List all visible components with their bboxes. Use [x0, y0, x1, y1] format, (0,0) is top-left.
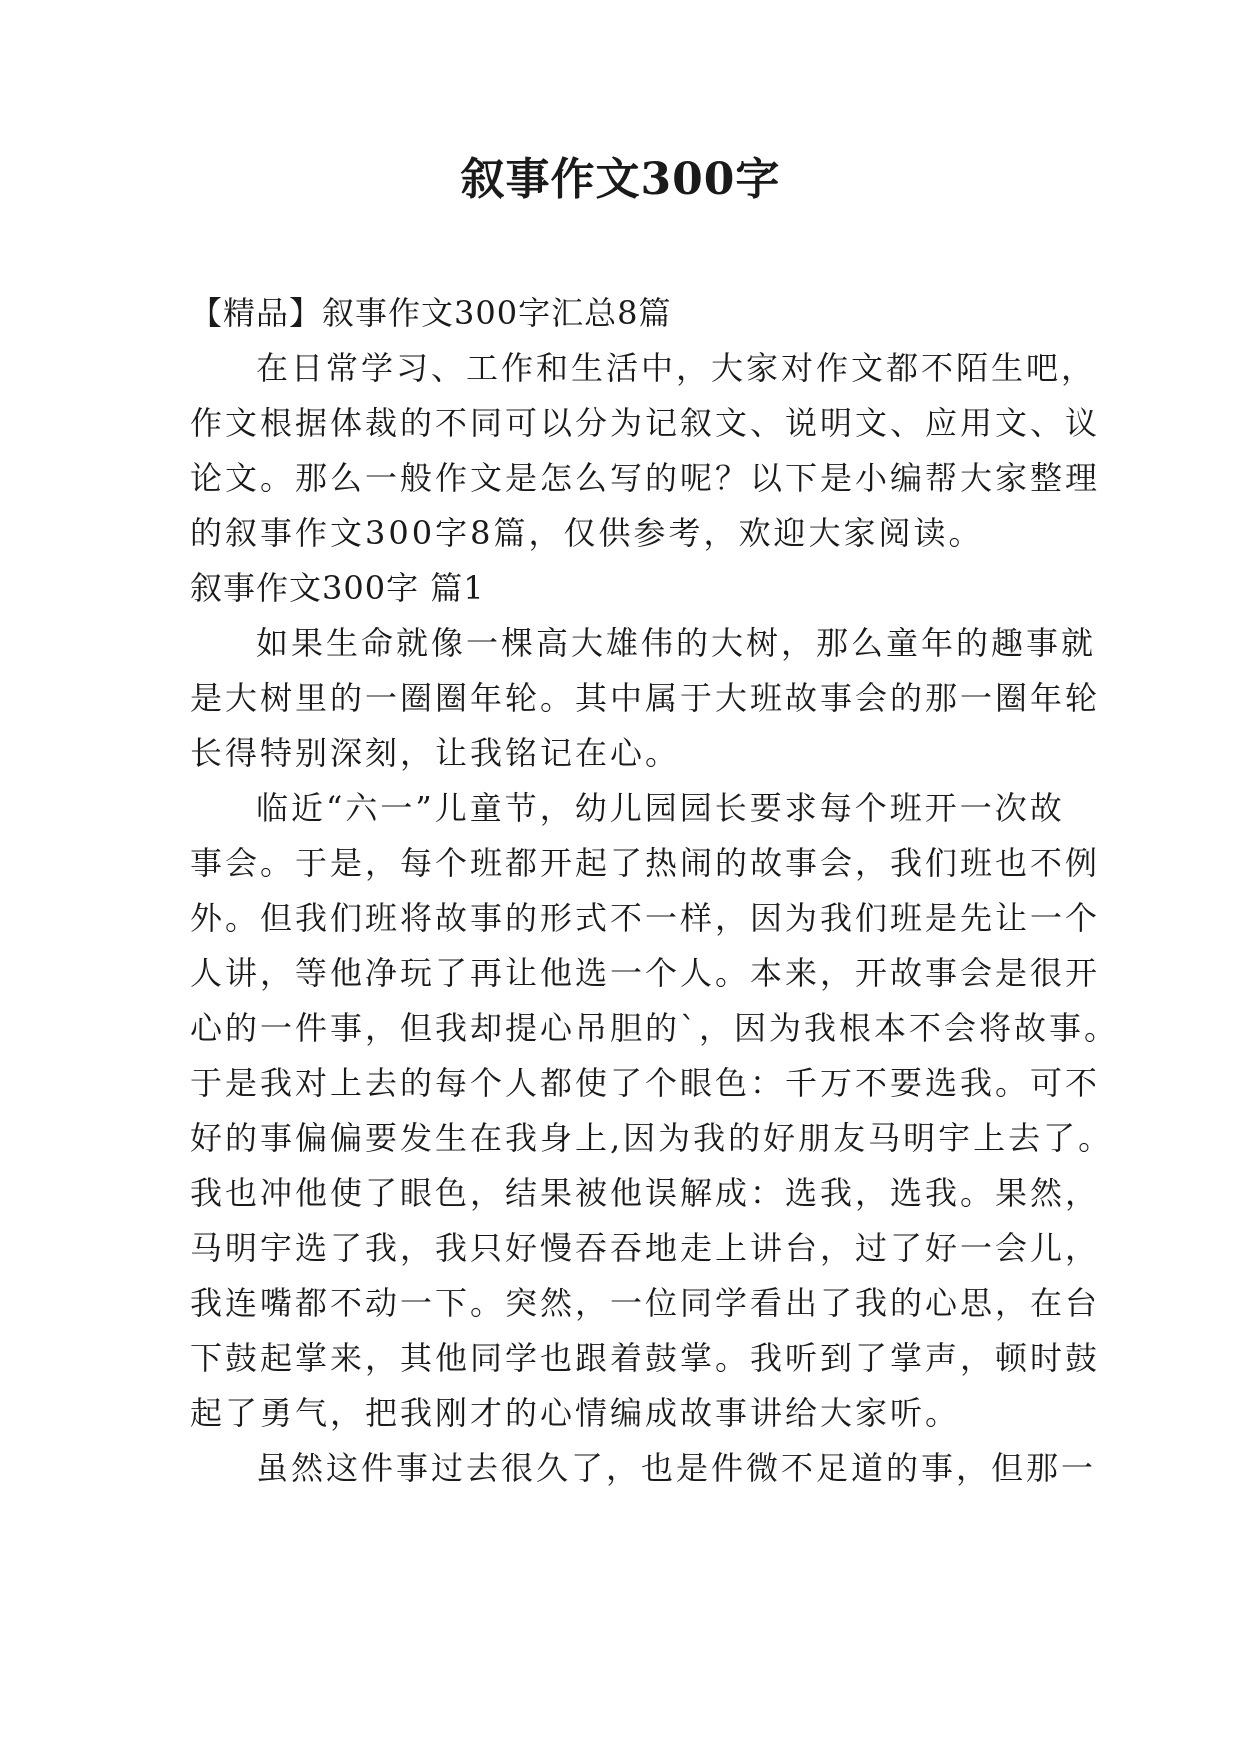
document-subtitle: 【精品】叙事作文300字汇总8篇 — [190, 294, 672, 332]
paragraph-line: 长得特别深刻，让我铭记在心。 — [190, 734, 681, 772]
paragraph-line: 心的一件事，但我却提心吊胆的`，因为我根本不会将故事。 — [190, 1009, 1120, 1047]
paragraph-line: 马明宇选了我，我只好慢吞吞地走上讲台，过了好一会儿， — [190, 1229, 1101, 1267]
paragraph-line: 如果生命就像一棵高大雄伟的大树，那么童年的趣事就 — [256, 624, 1097, 662]
section-heading: 叙事作文300字 篇1 — [190, 569, 485, 607]
paragraph-line: 下鼓起掌来，其他同学也跟着鼓掌。我听到了掌声，顿时鼓 — [190, 1339, 1101, 1377]
paragraph-line: 我也冲他使了眼色，结果被他误解成：选我，选我。果然， — [190, 1174, 1101, 1212]
paragraph-line: 好的事偏偏要发生在我身上,因为我的好朋友马明宇上去了。 — [190, 1119, 1114, 1157]
paragraph-line: 是大树里的一圈圈年轮。其中属于大班故事会的那一圈年轮 — [190, 679, 1101, 717]
document-title: 叙事作文300字 — [460, 154, 781, 205]
document-body — [190, 286, 1120, 1496]
paragraph-line: 我连嘴都不动一下。突然，一位同学看出了我的心思，在台 — [190, 1284, 1101, 1322]
paragraph-line: 于是我对上去的每个人都使了个眼色：千万不要选我。可不 — [190, 1064, 1101, 1102]
paragraph-line: 人讲，等他净玩了再让他选一个人。本来，开故事会是很开 — [190, 954, 1101, 992]
paragraph-line: 外。但我们班将故事的形式不一样，因为我们班是先让一个 — [190, 899, 1101, 937]
paragraph-line: 起了勇气，把我刚才的心情编成故事讲给大家听。 — [190, 1394, 961, 1432]
paragraph-line: 的叙事作文300字8篇，仅供参考，欢迎大家阅读。 — [190, 514, 984, 552]
paragraph-line: 作文根据体裁的不同可以分为记叙文、说明文、应用文、议 — [190, 404, 1101, 442]
paragraph-line: 虽然这件事过去很久了，也是件微不足道的事，但那一 — [256, 1449, 1097, 1487]
paragraph-line: 临近“六一”儿童节，幼儿园园长要求每个班开一次故 — [256, 789, 1065, 827]
paragraph-line: 事会。于是，每个班都开起了热闹的故事会，我们班也不例 — [190, 844, 1101, 882]
paragraph-line: 在日常学习、工作和生活中，大家对作文都不陌生吧， — [256, 349, 1097, 387]
paragraph-line: 论文。那么一般作文是怎么写的呢？以下是小编帮大家整理 — [190, 459, 1101, 497]
